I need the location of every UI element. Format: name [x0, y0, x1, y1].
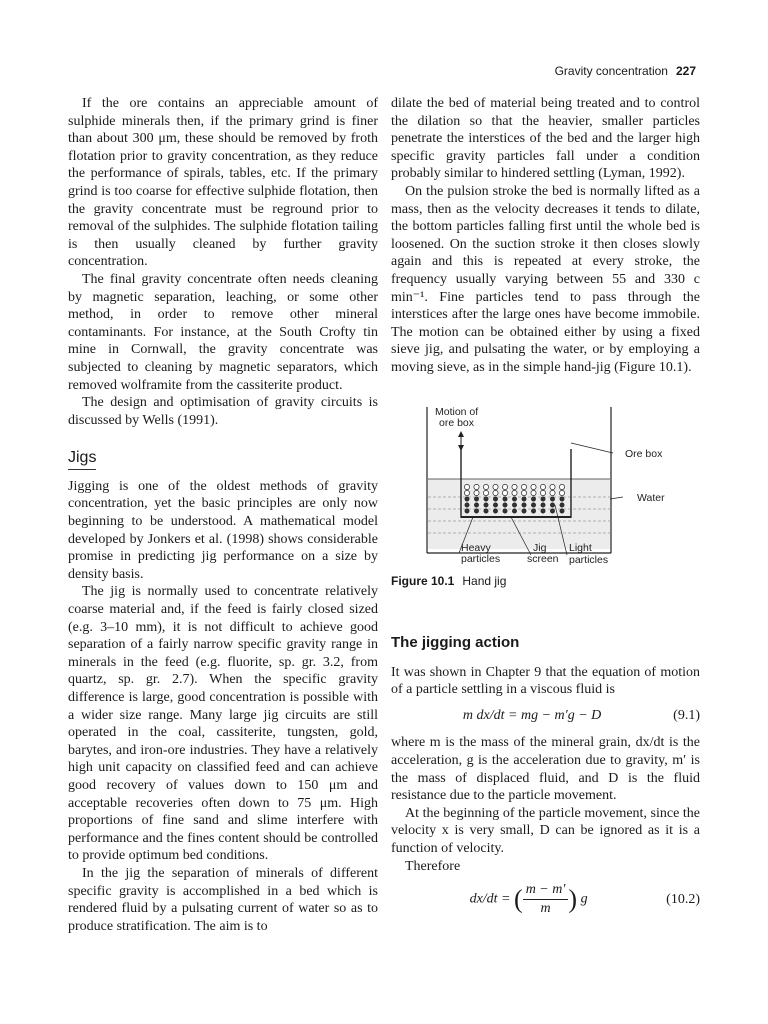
- figure-caption-number: Figure 10.1: [391, 573, 455, 588]
- label-light-line2: particles: [569, 553, 609, 565]
- heavy-particle: [465, 502, 469, 506]
- heavy-particle: [550, 502, 554, 506]
- heavy-particle: [550, 508, 554, 512]
- light-particle: [559, 490, 564, 495]
- heavy-particle: [531, 496, 535, 500]
- paragraph-beginning: At the beginning of the particle movement, since the velocity x is very small, D can be ignored as it is a function of velocity.: [391, 805, 700, 857]
- heavy-particle: [493, 496, 497, 500]
- light-particle: [502, 484, 507, 489]
- light-particle: [474, 484, 479, 489]
- heavy-particle: [512, 502, 516, 506]
- left-column: [68, 95, 378, 935]
- equation-9-1-expression: m dx/dt = mg − m′g − D: [462, 707, 602, 723]
- hand-jig-figure: [391, 405, 691, 565]
- heavy-particle: [503, 502, 507, 506]
- paragraph-jigging-intro: Jigging is one of the oldest methods of gravity concentration, yet the basic principles are only now beginning to be understood. A mathematical model developed by Jonkers et al. (1998) shows considerable promise in predicting jig performance on a size by density basis.: [68, 478, 378, 582]
- figure-caption-text: Hand jig: [462, 573, 507, 588]
- heavy-particle: [484, 508, 488, 512]
- label-heavy-line1: Heavy: [461, 541, 491, 554]
- heavy-particle: [531, 508, 535, 512]
- heavy-particle: [522, 508, 526, 512]
- section-heading-jigs: Jigs: [68, 449, 96, 470]
- right-column: [391, 95, 700, 917]
- label-ore-box: Ore box: [625, 447, 663, 460]
- equation-10-2-lhs: dx/dt =: [469, 891, 511, 907]
- paragraph-jig-separation: In the jig the separation of minerals of different specific gravity is accomplished in a bed which is rendered fluid by a pulsating current of water so as to produce stratification. The aim is to: [68, 865, 378, 934]
- light-particle: [474, 490, 479, 495]
- heavy-particle: [550, 496, 554, 500]
- light-particle: [521, 490, 526, 495]
- label-jig-line2: screen: [527, 552, 559, 565]
- light-particle: [540, 490, 545, 495]
- equation-10-2-fraction: [523, 881, 569, 917]
- heavy-particle: [541, 496, 545, 500]
- heavy-particle: [503, 496, 507, 500]
- light-particle: [540, 484, 545, 489]
- paragraph-sulphide: If the ore contains an appreciable amount of sulphide minerals then, if the primary grind is finer than about 300 μm, these should be removed by froth flotation prior to gravity concentration, as they reduce the performance of spirals, tables, etc. If the primary grind is too coarse for effective sulphide flotation, then the gravity concentrate must be reground prior to removal of the sulphides. The sulphide flotation tailing is then usually cleaned by further gravity concentration.: [68, 96, 378, 270]
- heavy-particle: [560, 502, 564, 506]
- heavy-particle: [503, 508, 507, 512]
- equation-10-2-numerator: m − m′: [523, 881, 569, 900]
- equation-9-1: [391, 707, 700, 725]
- light-particle: [464, 484, 469, 489]
- heavy-particle: [541, 508, 545, 512]
- running-title: Gravity concentration: [554, 64, 668, 78]
- equation-10-2-expression: dx/dt = ( $\frac{m - m'}{m}$ ) g: [469, 882, 588, 916]
- heavy-particle: [522, 502, 526, 506]
- equation-10-2-rhs: g: [580, 891, 588, 907]
- light-particle: [512, 490, 517, 495]
- paragraph-pulsion-stroke: On the pulsion stroke the bed is normally lifted as a mass, then as the velocity decreases it tends to dilate, the bottom particles falling first until the whole bed is loosened. On the suction stroke it then closes slowly again and this is repeated at every stroke, the frequency usually varying between 55 and 330 c min⁻¹. Fine particles tend to pass through the interstices after the large ones have become immobile. The motion can be obtained either by using a fixed sieve jig, and pulsating the water, or by employing a moving sieve, as in the simple hand-jig (Figure 10.1).: [391, 183, 700, 375]
- heavy-particle: [474, 508, 478, 512]
- equation-9-1-number: (9.1): [673, 707, 700, 723]
- paragraph-where: where m is the mass of the mineral grain, dx/dt is the acceleration, g is the acceleration due to gravity, m′ is the mass of displaced fluid, and D is the fluid resistance due to the particle movement.: [391, 735, 700, 804]
- label-motion-line2: ore box: [439, 416, 475, 429]
- heavy-particle: [522, 496, 526, 500]
- heavy-particle: [484, 502, 488, 506]
- heavy-particle: [531, 502, 535, 506]
- light-particle: [483, 484, 488, 489]
- light-particle: [531, 484, 536, 489]
- motion-arrow-icon: [458, 431, 464, 451]
- heavy-particle: [465, 496, 469, 500]
- label-heavy-line2: particles: [461, 552, 501, 565]
- light-particle: [521, 484, 526, 489]
- paragraph-design: The design and optimisation of gravity circuits is discussed by Wells (1991).: [68, 395, 378, 428]
- section-heading-jigging-action: The jigging action: [391, 634, 520, 652]
- equation-10-2-number: (10.2): [666, 891, 700, 907]
- label-motion-line1: Motion of: [435, 405, 479, 418]
- light-particle: [559, 484, 564, 489]
- heavy-particle: [474, 496, 478, 500]
- label-jig-line1: Jig: [533, 541, 547, 554]
- heavy-particle: [493, 502, 497, 506]
- light-particle: [512, 484, 517, 489]
- paragraph-cleaning: The final gravity concentrate often needs cleaning by magnetic separation, leaching, or some other method, in order to remove other mineral contaminants. For instance, at the South Crofty tin mine in Cornwall, the gravity concentrate was subjected to cleaning by magnetic separators, which removed wolframite from the cassiterite product.: [68, 271, 378, 393]
- light-particle: [493, 490, 498, 495]
- light-particle: [493, 484, 498, 489]
- heavy-particle: [512, 508, 516, 512]
- heavy-particle: [560, 496, 564, 500]
- paragraph-equation-intro: It was shown in Chapter 9 that the equation of motion of a particle settling in a viscous fluid is: [391, 664, 700, 698]
- paragraph-therefore: Therefore: [405, 858, 461, 874]
- equation-10-2: [391, 881, 700, 917]
- heavy-particle: [512, 496, 516, 500]
- light-particle: [464, 490, 469, 495]
- figure-caption: [391, 573, 700, 591]
- label-light-line1: Light: [569, 541, 592, 554]
- light-particle: [483, 490, 488, 495]
- paragraph-dilation: dilate the bed of material being treated and to control the dilation so that the heavier, smaller particles penetrate the interstices of the bed and the larger high specific gravity particles fall under a condition probably similar to hindered settling (Lyman, 1992).: [391, 96, 700, 182]
- paragraph-jig-usage: The jig is normally used to concentrate relatively coarse material and, if the feed is fairly closed sized (e.g. 3–10 mm), it is not difficult to achieve good separation of a fairly narrow specific gravity range in minerals in the feed (e.g. fluorite, sp. gr. 3.2, from quartz, sp. gr. 2.7). When the specific gravity difference is large, good concentration is possible with a wider size range. Many large jig circuits are still operated in the coal, cassiterite, tungsten, gold, barytes, and iron-ore industries. They have a relatively high unit capacity on classified feed and can achieve good recovery of values down to 150 μm and acceptable recoveries often down to 75 μm. High proportions of fine sand and slime interfere with performance and the fines content should be controlled to provide optimum bed conditions.: [68, 584, 378, 864]
- light-particle: [550, 484, 555, 489]
- heavy-particle: [474, 502, 478, 506]
- heavy-particle: [560, 508, 564, 512]
- light-particle: [550, 490, 555, 495]
- heavy-particle: [541, 502, 545, 506]
- label-water: Water: [637, 491, 665, 504]
- equation-10-2-denominator: m: [540, 900, 551, 916]
- heavy-particle: [493, 508, 497, 512]
- light-particle: [502, 490, 507, 495]
- heavy-particle: [484, 496, 488, 500]
- page-number: 227: [675, 64, 696, 78]
- light-particle: [531, 490, 536, 495]
- running-header: [555, 64, 696, 78]
- heavy-particle: [465, 508, 469, 512]
